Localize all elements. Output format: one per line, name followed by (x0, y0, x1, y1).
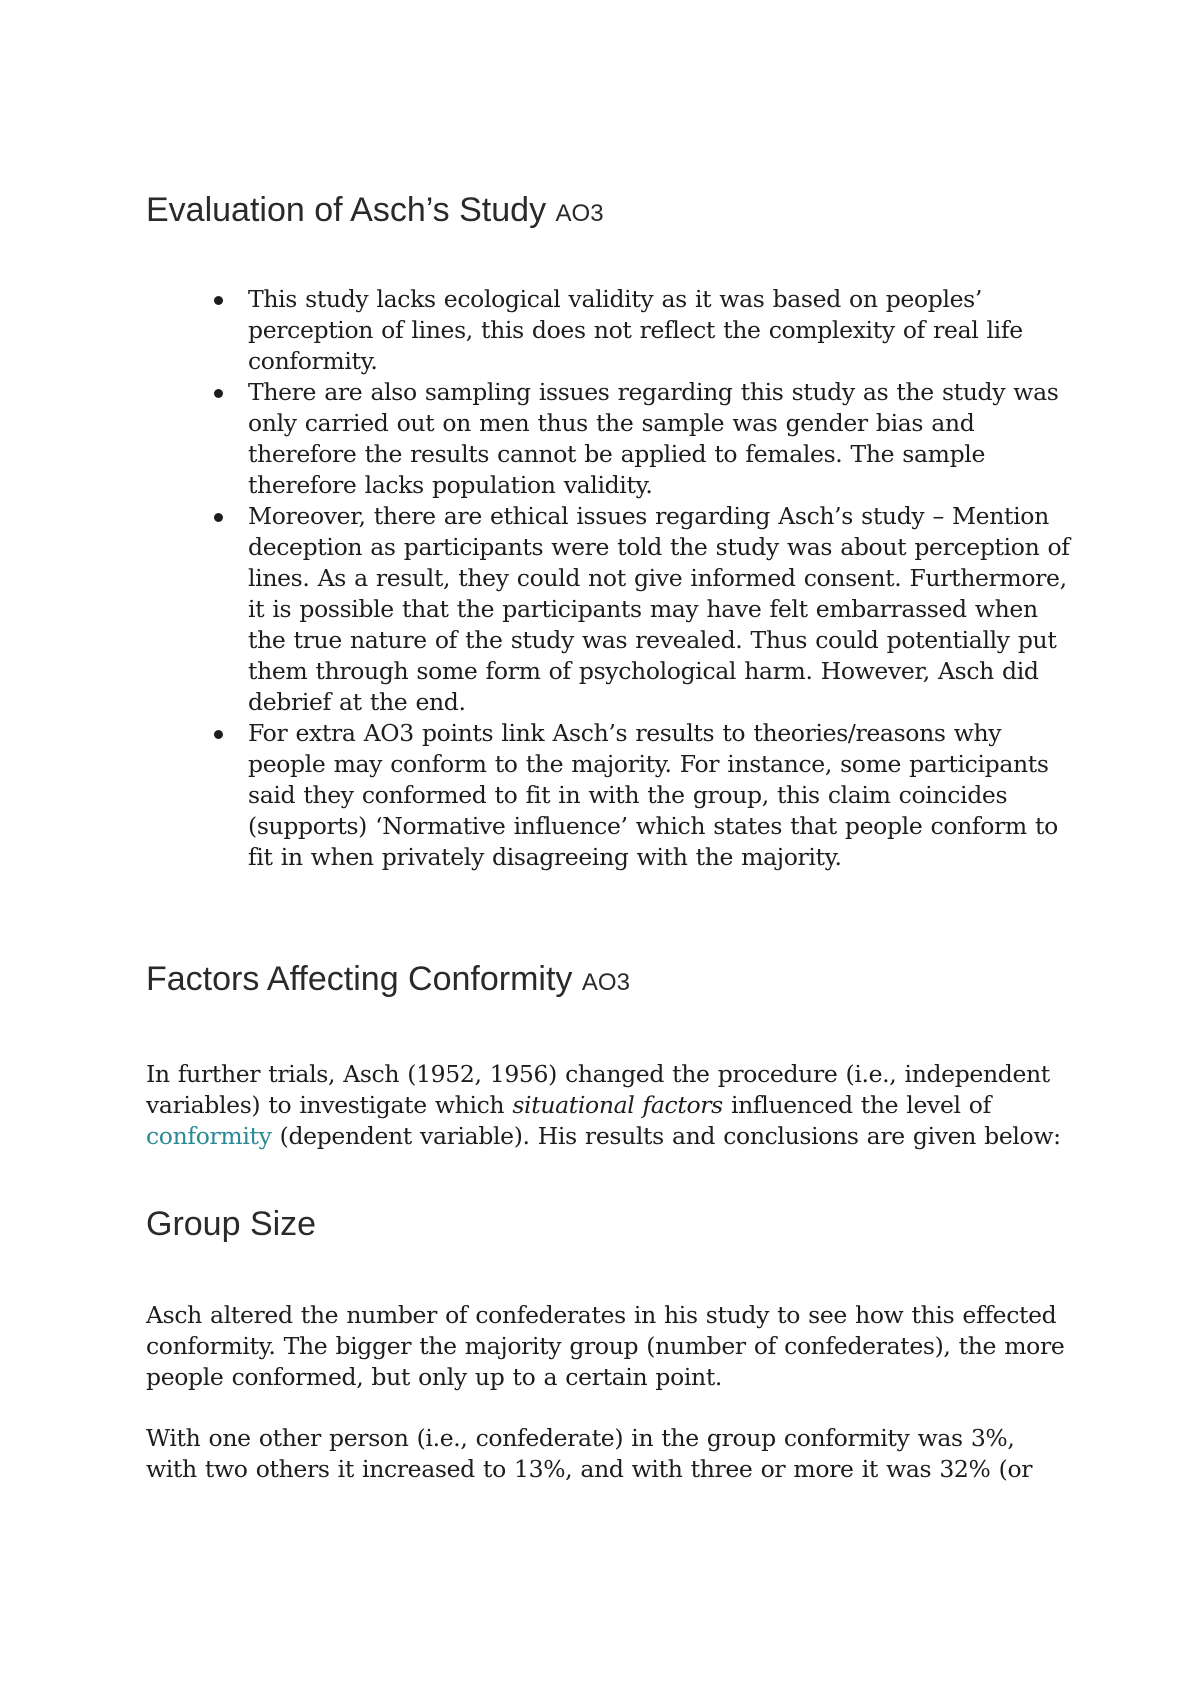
evaluation-point (248, 718, 1070, 873)
evaluation-point (248, 501, 1070, 718)
factors-text-1: In further trials, Asch (1952, 1956) changed the procedure (i.e., independent variables) to investigate which (146, 1060, 1050, 1119)
heading-evaluation-text: Evaluation of Asch’s Study (146, 191, 547, 229)
evaluation-point (248, 284, 1070, 377)
bullet-icon (214, 389, 223, 398)
bullet-icon (214, 513, 223, 522)
evaluation-point (248, 377, 1070, 501)
heading-evaluation (146, 190, 1070, 234)
group-size-paragraph: With one other person (i.e., confederate) in the group conformity was 3%, with two others it increased to 13%, and with three or more it was 32% (or (146, 1424, 1033, 1483)
factors-italic: situational factors (512, 1091, 723, 1119)
evaluation-point-text: For extra AO3 points link Asch’s results to theories/reasons why people may conform to the majority. For instance, some participants said they conformed to fit in with the group, this claim coincides (supports) ‘Normative influence’ which states that people conform to fit in when privately disagreeing with the majority. (248, 719, 1058, 871)
evaluation-point-text: Moreover, there are ethical issues regarding Asch’s study – Mention deception as participants were told the study was about perception of lines. As a result, they could not give informed consent. Furthermore, it is possible that the participants may have felt embarrassed when the true nature of the study was revealed. Thus could potentially put them through some form of psychological harm. However, Asch did debrief at the end. (248, 502, 1070, 716)
conformity-link[interactable]: conformity (146, 1122, 272, 1150)
group-size-paragraph: Asch altered the number of confederates in his study to see how this effected conformity. The bigger the majority group (number of confederates), the more people conformed, but only up to a certain point. (146, 1301, 1065, 1391)
factors-text-3: (dependent variable). His results and conclusions are given below: (271, 1122, 1061, 1150)
factors-text-2: influenced the level of (722, 1091, 991, 1119)
heading-factors (146, 959, 1070, 1003)
heading-factors-tag: AO3 (581, 969, 630, 996)
evaluation-list (146, 284, 1070, 873)
factors-paragraph (146, 1059, 1070, 1152)
bullet-icon (214, 296, 223, 305)
evaluation-point-text: There are also sampling issues regarding this study as the study was only carried out on men thus the sample was gender bias and therefore the results cannot be applied to females. The sample therefore lacks population validity. (248, 378, 1059, 499)
heading-factors-text: Factors Affecting Conformity (146, 960, 573, 998)
bullet-icon (214, 730, 223, 739)
heading-evaluation-tag: AO3 (555, 200, 604, 227)
evaluation-point-text: This study lacks ecological validity as it was based on peoples’ perception of lines, this does not reflect the complexity of real life conformity. (248, 285, 1023, 375)
heading-group-size: Group Size (146, 1205, 317, 1243)
